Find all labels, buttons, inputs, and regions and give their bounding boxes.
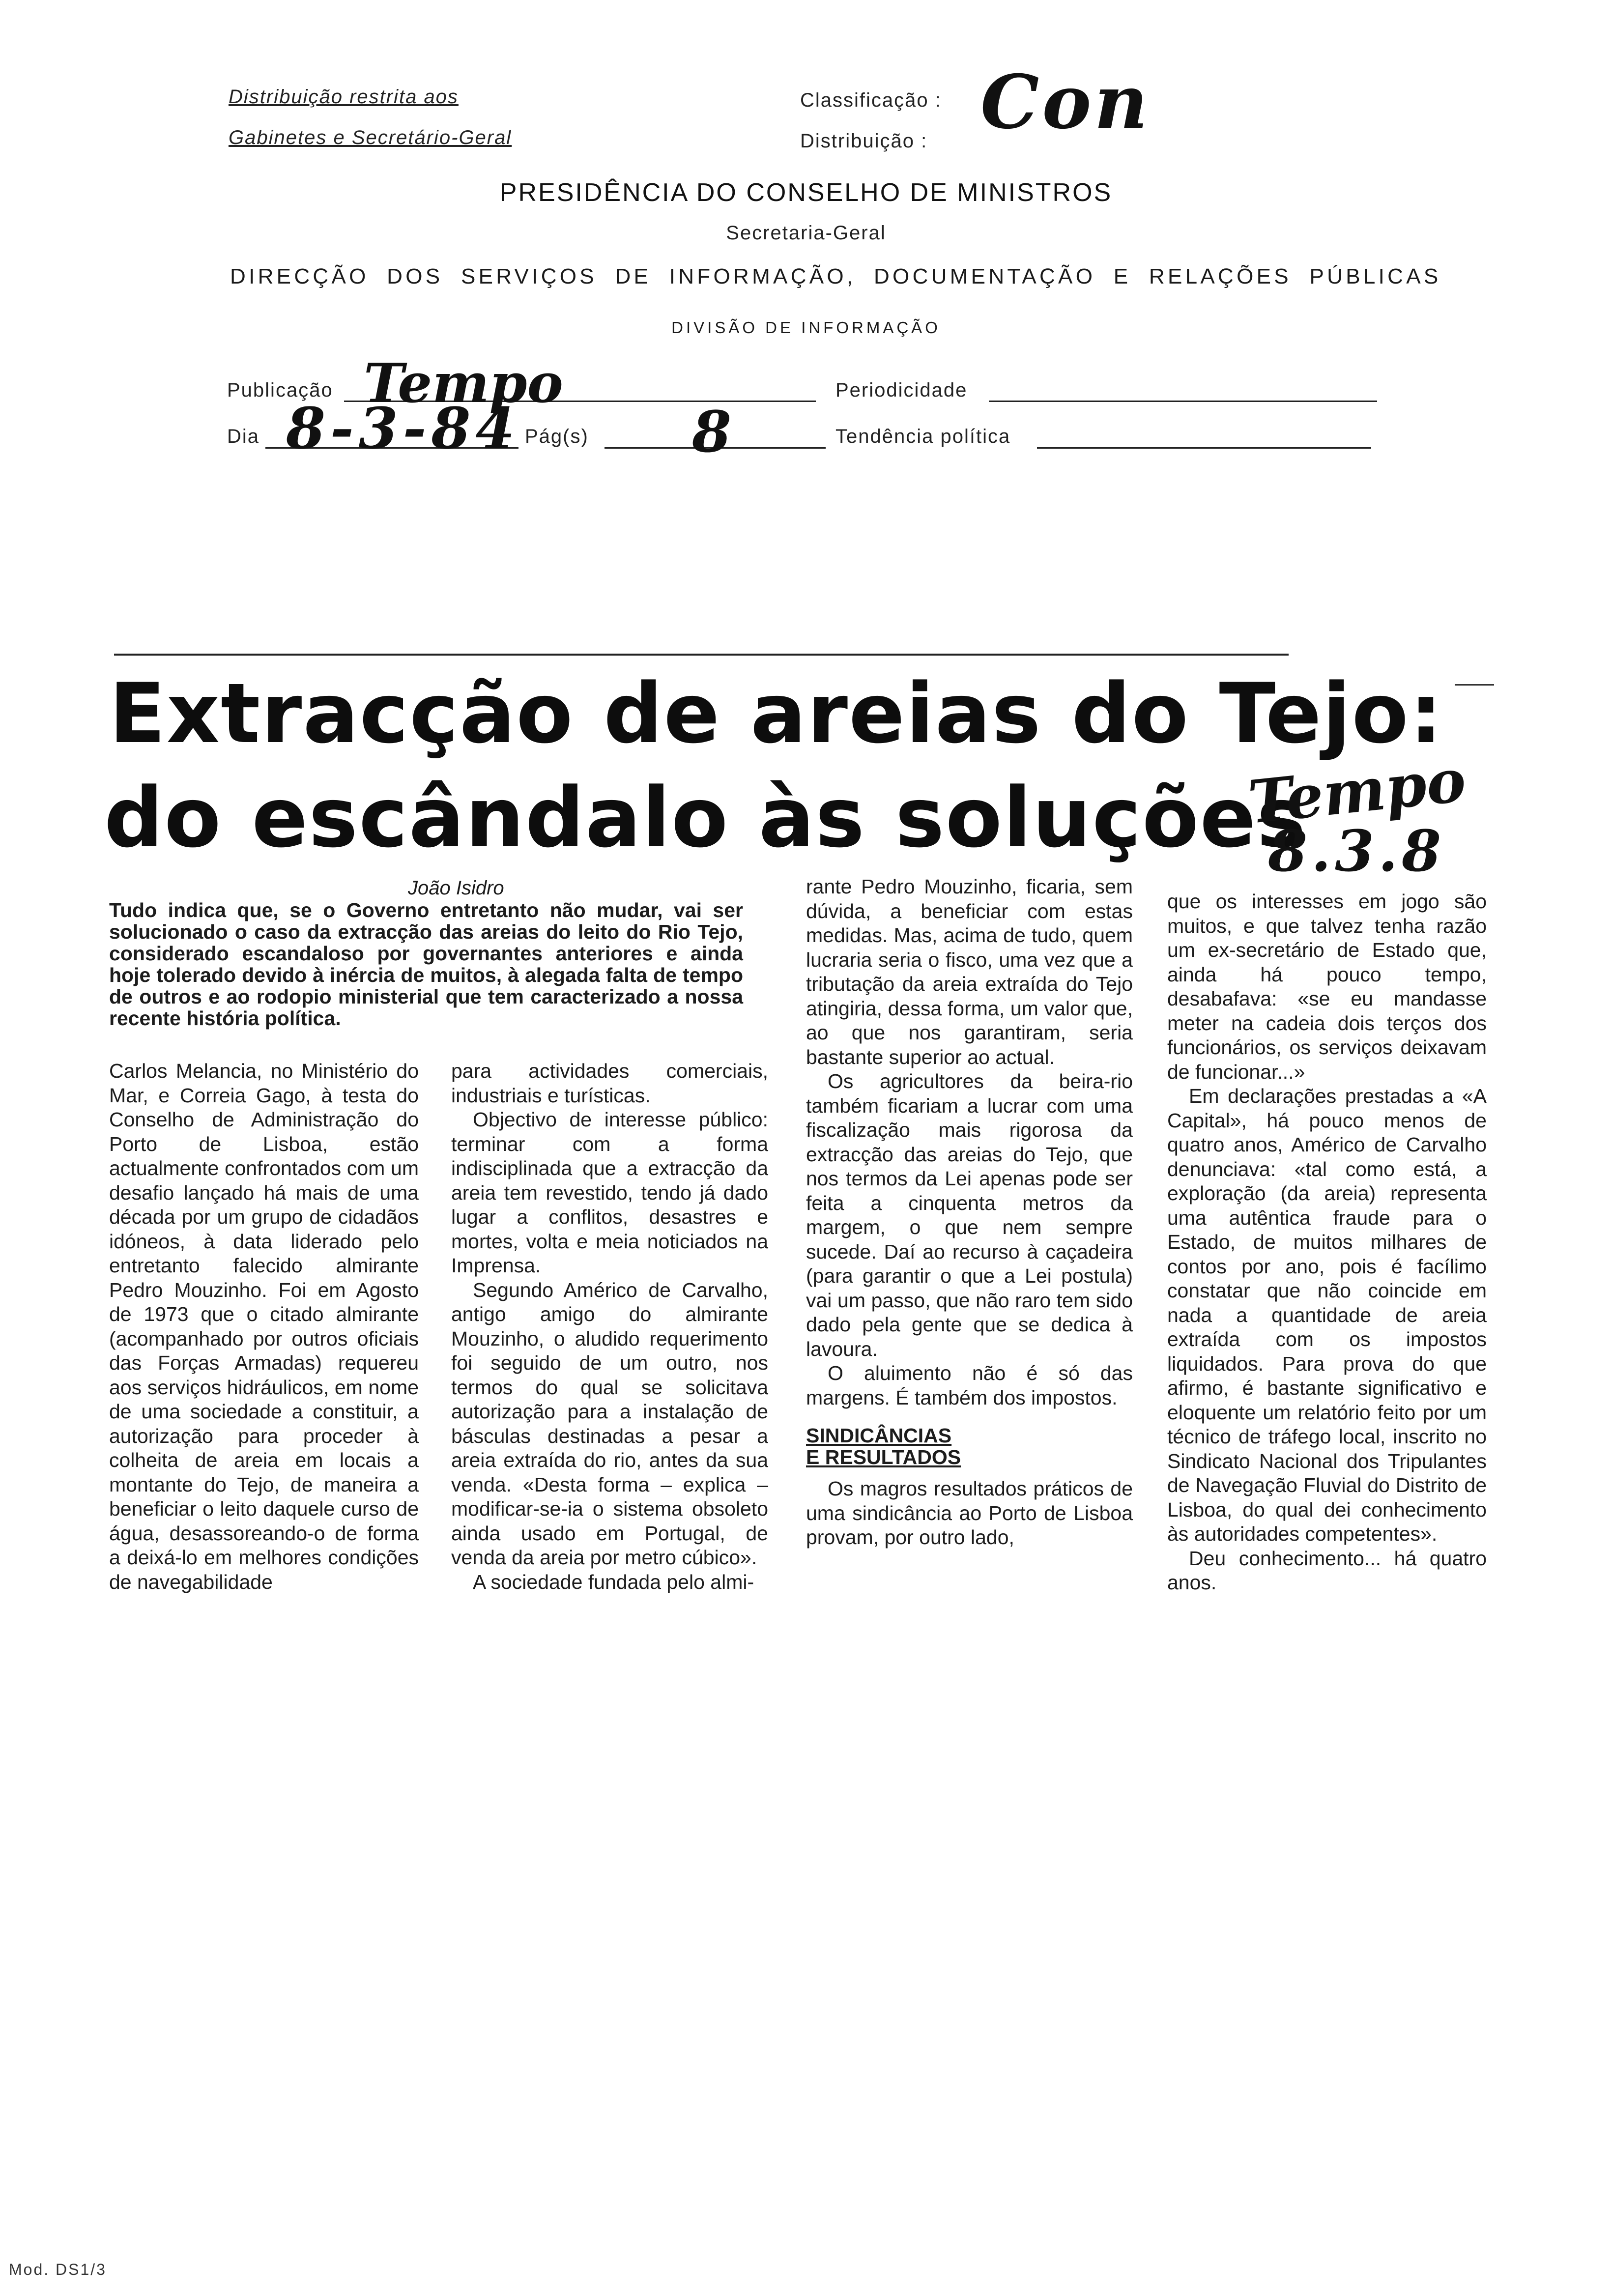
- classification-label: Classificação :: [800, 89, 942, 111]
- headline-line-2: do escândalo às soluções: [104, 770, 1307, 866]
- column-1: [109, 1059, 419, 1594]
- annotation-line-1: Tempo: [1245, 746, 1469, 837]
- column-2: [451, 1059, 768, 1594]
- subhead-line-1: SINDICÂNCIAS: [806, 1424, 952, 1447]
- tendency-line: [1037, 447, 1371, 449]
- periodicity-label: Periodicidade: [835, 379, 968, 401]
- col3-paragraph: Os magros resultados práticos de uma sindicância ao Porto de Lisboa provam, por outro lado,: [806, 1477, 1133, 1549]
- headline-line-1: Extracção de areias do Tejo:: [109, 665, 1443, 762]
- subhead-line-2: E RESULTADOS: [806, 1446, 961, 1468]
- col2-paragraph: Objectivo de interesse público: terminar com a forma indisciplinada que a extracção da areia tem revestido, tendo já dado lugar a conflitos, desastres e mortes, volta e meia noticiados na Imprensa.: [451, 1108, 768, 1277]
- org-title: PRESIDÊNCIA DO CONSELHO DE MINISTROS: [499, 178, 1113, 207]
- distribution-line-1: Distribuição restrita aos: [229, 86, 459, 108]
- form-code: Mod. DS1/3: [9, 2261, 107, 2278]
- classification-value: Con: [980, 59, 1151, 145]
- pages-value: 8: [692, 399, 732, 465]
- column-4: [1167, 890, 1487, 1595]
- col4-paragraph: Em declarações prestadas a «A Capital», há pouco menos de quatro anos, Américo de Carvalho denunciava: «tal como está, a exploração (da areia) representa uma autêntica fraude para o Estado, de muitos milhares de contos por ano, pois é facílimo constatar que não coincide em nada a quantidade de areia extraída com os impostos liquidados. Para prova do que afirmo, é bastante significativo e eloquente um relatório feito por um técnico de tráfego local, inscrito no Sindicato Nacional dos Tripulantes de Navegação Fluvial do Distrito de Lisboa, do qual dei conhecimento às autoridades competentes».: [1167, 1085, 1487, 1545]
- division: DIVISÃO DE INFORMAÇÃO: [671, 318, 941, 337]
- lede: Tudo indica que, se o Governo entretanto não mudar, vai ser solucionado o caso da extracção das areias do leito do Rio Tejo, considerado escandaloso por governantes anteriores e ainda hoje tolerado devido à inércia de muitos, à alegada falta de tempo de outros e ao rodopio ministerial que tem caracterizado a nossa recente história política.: [109, 899, 743, 1030]
- day-value: 8-3-84: [286, 396, 520, 462]
- col4-paragraph: Deu conhecimento... há quatro anos.: [1167, 1547, 1487, 1594]
- col2-paragraph: A sociedade fundada pelo almi-: [473, 1570, 754, 1593]
- publication-label: Publicação: [227, 379, 333, 401]
- distribution-label: Distribuição :: [800, 130, 928, 152]
- right-rule-stub: [1455, 684, 1494, 686]
- col1-paragraph: Carlos Melancia, no Ministério do Mar, e Correia Gago, à testa do Conselho de Administração do Porto de Lisboa, estão actualmente confrontados com um desafio lançado há mais de uma década por um grupo de cidadãos idóneos, à data liderado pelo entretanto falecido almirante Pedro Mouzinho. Foi em Agosto de 1973 que o citado almirante (acompanhado por outros oficiais das Forças Armadas) requereu aos serviços hidráulicos, em nome de uma sociedade a constituir, a autorização para proceder à colheita de areia em locais a montante do Tejo, de maneira a beneficiar o leito daquele curso de água, desassoreando-o de forma a deixá-lo em melhores condições de navegabilidade: [109, 1060, 419, 1593]
- top-rule: [114, 654, 1289, 656]
- col3-paragraph: rante Pedro Mouzinho, ficaria, sem dúvida, a beneficiar com estas medidas. Mas, acima de tudo, quem lucraria seria o fisco, uma vez que a tributação da areia extraída do Tejo atingiria, dessa forma, um valor que, ao que nos garantiram, seria bastante superior ao actual.: [806, 875, 1133, 1068]
- author: João Isidro: [408, 877, 504, 899]
- col2-paragraph: Segundo Américo de Carvalho, antigo amigo do almirante Mouzinho, o aludido requerimento foi seguido de um outro, nos termos do qual se solicitava autorização para a instalação de básculas destinadas a pesar a areia extraída do rio, antes da sua venda. «Desta forma – explica – modificar-se-ia o sistema obsoleto ainda usado em Portugal, de venda da areia por metro cúbico».: [451, 1278, 768, 1569]
- col3-paragraph: Os agricultores da beira-rio também ficariam a lucrar com uma fiscalização mais rigorosa da extracção das areias do Tejo, que nos termos da Lei apenas pode ser feita a cinquenta metros da margem, o que nem sempre sucede. Daí ao recurso à caçadeira (para garantir o que a Lei postula) vai um passo, que não raro tem sido dado pela gente que se dedica à lavoura.: [806, 1070, 1133, 1360]
- annotation-line-2: 8.3.8: [1268, 818, 1445, 885]
- column-3: [806, 875, 1133, 1550]
- distribution-line-2: Gabinetes e Secretário-Geral: [229, 127, 512, 148]
- col4-paragraph: que os interesses em jogo são muitos, e que talvez tenha razão um ex-secretário de Estado que, ainda há pouco tempo, desabafava: «se eu mandasse meter na cadeia dois terços dos funcionários, os serviços deixavam de funcionar...»: [1167, 890, 1487, 1083]
- secretariat: Secretaria-Geral: [726, 222, 886, 244]
- col2-paragraph: para actividades comerciais, industriais e turísticas.: [451, 1060, 768, 1107]
- periodicity-line: [989, 401, 1377, 402]
- pages-label: Pág(s): [525, 426, 589, 447]
- tendency-label: Tendência política: [835, 426, 1011, 447]
- publication-value: Tempo: [364, 351, 563, 415]
- directorate: DIRECÇÃO DOS SERVIÇOS DE INFORMAÇÃO, DOCUMENTAÇÃO E RELAÇÕES PÚBLICAS: [230, 264, 1441, 288]
- day-label: Dia: [227, 426, 260, 447]
- col3-paragraph: O aluimento não é só das margens. É também dos impostos.: [806, 1362, 1133, 1409]
